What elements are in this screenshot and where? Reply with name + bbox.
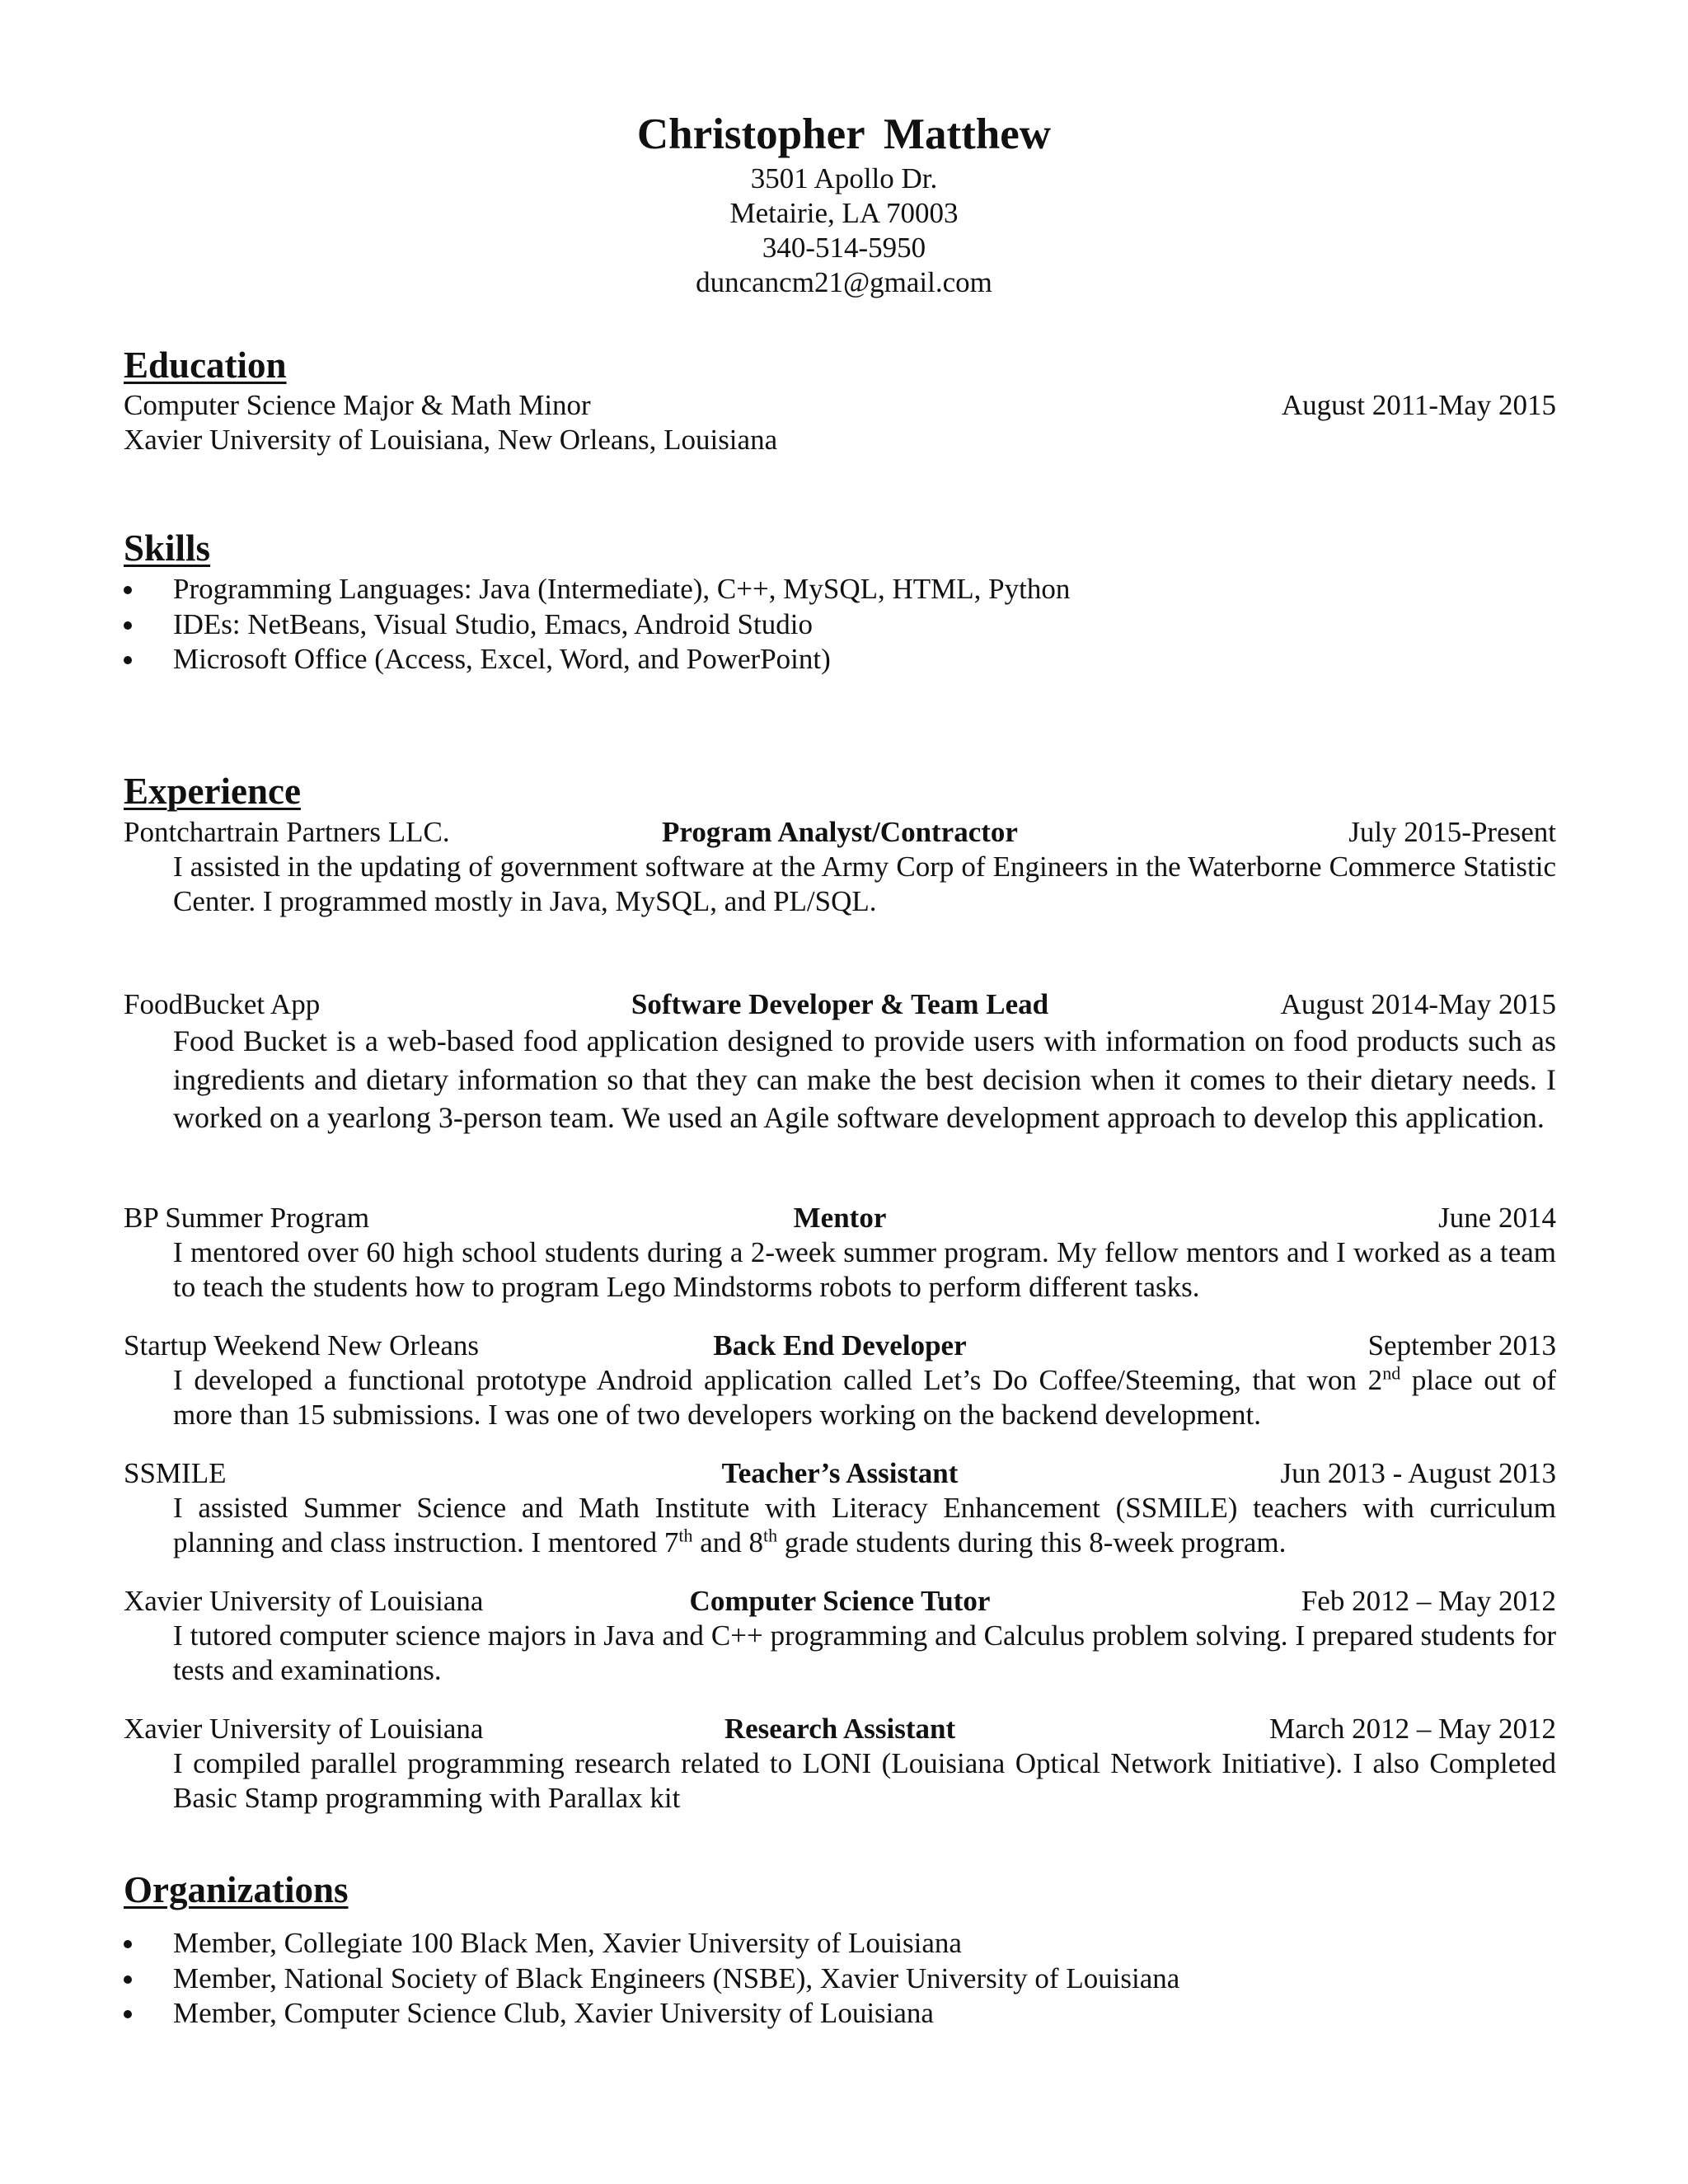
- bullet-icon: [124, 656, 132, 664]
- description-text: place out of more than 15 submissions. I was one of two developers working on the backend development.: [173, 1364, 1556, 1431]
- skill-text: Microsoft Office (Access, Excel, Word, and PowerPoint): [173, 643, 831, 675]
- job-organization: Pontchartrain Partners LLC.: [124, 816, 450, 848]
- job-organization: BP Summer Program: [124, 1202, 370, 1234]
- description-text: and 8: [692, 1526, 764, 1558]
- job-dates: March 2012 – May 2012: [1268, 1713, 1556, 1745]
- resume-header: [0, 107, 1688, 300]
- ordinal-suffix: th: [678, 1525, 693, 1546]
- job-entry: [124, 1712, 1556, 1816]
- job-dates: August 2014-May 2015: [1280, 988, 1556, 1020]
- job-dates: June 2014: [1438, 1202, 1556, 1234]
- job-organization: Xavier University of Louisiana: [124, 1585, 484, 1617]
- description-text: grade students during this 8-week program.: [777, 1526, 1287, 1558]
- ordinal-suffix: nd: [1382, 1362, 1401, 1384]
- job-title: Computer Science Tutor: [689, 1585, 991, 1617]
- list-item: [124, 642, 1070, 677]
- organizations-heading: Organizations: [124, 1869, 349, 1910]
- job-description: Food Bucket is a web-based food application designed to provide users with information on food products such as ingredients and dietary information so that they can make the best decision when it comes to their dietary needs. I worked on a yearlong 3-person team. We used an Agile software development approach to develop this application.: [173, 1024, 1556, 1134]
- job-organization: FoodBucket App: [124, 988, 321, 1020]
- job-entry: [124, 1201, 1556, 1305]
- job-title: Back End Developer: [713, 1329, 967, 1361]
- list-item: [124, 607, 1070, 643]
- job-organization: Xavier University of Louisiana: [124, 1713, 484, 1745]
- organization-text: Member, National Society of Black Engineers (NSBE), Xavier University of Louisiana: [173, 1961, 1180, 1994]
- job-organization: SSMILE: [124, 1457, 227, 1489]
- description-text: I assisted Summer Science and Math Institute with Literacy Enhancement (SSMILE) teachers with curriculum planning and class instruction. I mentored 7: [173, 1492, 1556, 1558]
- job-dates: Feb 2012 – May 2012: [1301, 1585, 1556, 1617]
- address-line-1: 3501 Apollo Dr.: [750, 162, 938, 194]
- job-entry: [124, 1456, 1556, 1560]
- education-heading: Education: [124, 344, 287, 386]
- address-line-2: Metairie, LA 70003: [729, 197, 959, 229]
- skills-heading: Skills: [124, 527, 211, 569]
- job-organization: Startup Weekend New Orleans: [124, 1329, 479, 1361]
- job-title: Software Developer & Team Lead: [631, 988, 1049, 1020]
- description-text: I developed a functional prototype Android application called Let’s Do Coffee/Steeming, that won 2: [173, 1364, 1383, 1396]
- organization-text: Member, Collegiate 100 Black Men, Xavier University of Louisiana: [173, 1927, 962, 1959]
- bullet-icon: [124, 1975, 132, 1984]
- job-dates: Jun 2013 - August 2013: [1280, 1457, 1556, 1489]
- education-dates: August 2011-May 2015: [1281, 389, 1556, 421]
- job-entry: [124, 987, 1556, 1137]
- job-entry: [124, 815, 1556, 919]
- education-degree: Computer Science Major & Math Minor: [124, 389, 591, 421]
- bullet-icon: [124, 621, 132, 630]
- skills-list: [124, 572, 1070, 677]
- job-description: I mentored over 60 high school students during a 2-week summer program. My fellow mentors and I worked as a team to teach the students how to program Lego Mindstorms robots to perform different tasks.: [173, 1236, 1556, 1303]
- bullet-icon: [124, 2010, 132, 2018]
- job-title: Teacher’s Assistant: [721, 1457, 959, 1489]
- list-item: [124, 1961, 1179, 1997]
- skill-text: Programming Languages: Java (Intermediate), C++, MySQL, HTML, Python: [173, 573, 1071, 605]
- job-dates: July 2015-Present: [1348, 816, 1556, 848]
- job-description: I compiled parallel programming research related to LONI (Louisiana Optical Network Initiative). I also Completed Basic Stamp programming with Parallax kit: [173, 1747, 1556, 1814]
- list-item: [124, 1996, 1179, 2032]
- job-entry: [124, 1584, 1556, 1688]
- job-dates: September 2013: [1367, 1329, 1556, 1361]
- organizations-list: [124, 1926, 1179, 2032]
- job-title: Research Assistant: [724, 1713, 956, 1745]
- bullet-icon: [124, 586, 132, 594]
- list-item: [124, 572, 1070, 607]
- job-entry: [124, 1329, 1556, 1432]
- job-description: I tutored computer science majors in Java and C++ programming and Calculus problem solving. I prepared students for tests and examinations.: [173, 1619, 1556, 1686]
- experience-heading: Experience: [124, 771, 301, 812]
- ordinal-suffix: th: [763, 1525, 778, 1546]
- job-title: Mentor: [793, 1202, 887, 1234]
- job-description: I assisted in the updating of government software at the Army Corp of Engineers in the Waterborne Commerce Statistic Center. I programmed mostly in Java, MySQL, and PL/SQL.: [173, 851, 1556, 917]
- candidate-name: Christopher Matthew: [636, 110, 1052, 158]
- list-item: [124, 1926, 1179, 1961]
- organization-text: Member, Computer Science Club, Xavier University of Louisiana: [173, 1997, 934, 2029]
- skill-text: IDEs: NetBeans, Visual Studio, Emacs, Android Studio: [173, 607, 813, 640]
- education-school: Xavier University of Louisiana, New Orleans, Louisiana: [124, 424, 778, 456]
- phone-number: 340-514-5950: [762, 232, 926, 264]
- email-address: duncancm21@gmail.com: [696, 266, 992, 298]
- bullet-icon: [124, 1940, 132, 1948]
- job-description: [173, 1491, 1556, 1560]
- job-description: [173, 1363, 1556, 1432]
- job-title: Program Analyst/Contractor: [662, 816, 1018, 848]
